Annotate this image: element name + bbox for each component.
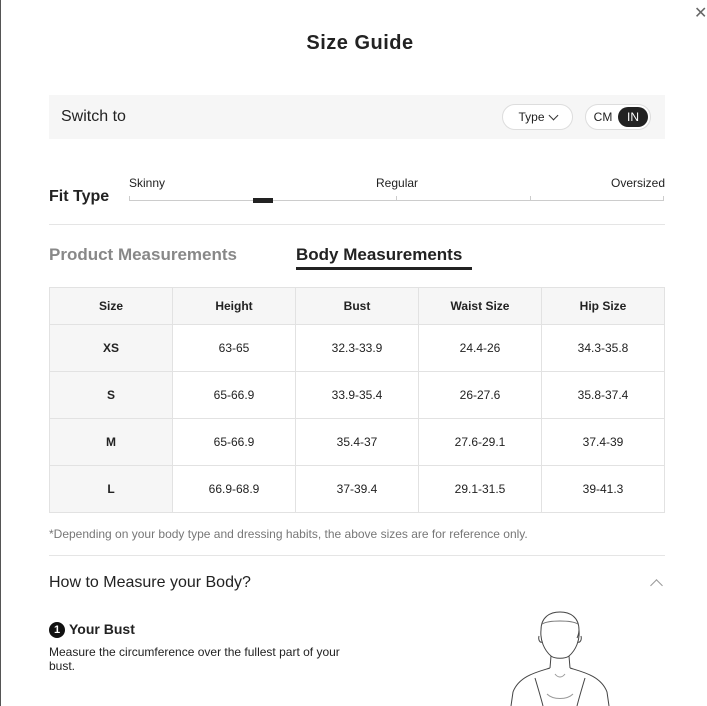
active-tab-underline	[296, 267, 472, 270]
hip-cell: 34.3-35.8	[542, 325, 665, 372]
step-title: Your Bust	[69, 621, 135, 637]
fit-option-oversized[interactable]: Oversized	[611, 176, 666, 190]
how-to-measure-title[interactable]: How to Measure your Body?	[49, 574, 251, 591]
page-title: Size Guide	[306, 32, 414, 54]
height-cell: 65-66.9	[173, 372, 296, 419]
bust-cell: 32.3-33.9	[296, 325, 419, 372]
size-cell: L	[50, 466, 173, 513]
size-cell: XS	[50, 325, 173, 372]
type-label: Type	[518, 110, 545, 124]
table-row	[50, 419, 665, 466]
table-header-row	[50, 288, 665, 325]
bust-cell: 33.9-35.4	[296, 372, 419, 419]
type-dropdown[interactable]	[502, 104, 573, 130]
unit-toggle[interactable]	[585, 104, 651, 130]
switch-bar	[49, 95, 665, 139]
header-bust: Bust	[296, 288, 419, 325]
fit-slider-marker[interactable]	[253, 198, 273, 203]
size-cell: S	[50, 372, 173, 419]
size-cell: M	[50, 419, 173, 466]
reference-note: *Depending on your body type and dressing habits, the above sizes are for reference only.	[49, 527, 528, 541]
step-number-badge: 1	[49, 622, 65, 638]
tab-body-measurements[interactable]: Body Measurements	[296, 245, 463, 264]
fit-tick	[396, 196, 397, 201]
fit-option-skinny[interactable]: Skinny	[129, 176, 166, 190]
divider	[49, 224, 665, 225]
table-row	[50, 372, 665, 419]
table-row	[50, 325, 665, 372]
close-icon[interactable]: ✕	[694, 5, 707, 22]
fit-tick	[129, 196, 130, 201]
tab-product-measurements[interactable]: Product Measurements	[49, 245, 237, 264]
bust-cell: 35.4-37	[296, 419, 419, 466]
height-cell: 66.9-68.9	[173, 466, 296, 513]
hip-cell: 39-41.3	[542, 466, 665, 513]
window-edge	[0, 0, 1, 706]
waist-cell: 27.6-29.1	[419, 419, 542, 466]
step-description: Measure the circumference over the fullest part of your bust.	[49, 645, 340, 673]
unit-in-option[interactable]: IN	[618, 107, 648, 127]
fit-option-regular[interactable]: Regular	[376, 176, 419, 190]
header-height: Height	[173, 288, 296, 325]
size-table	[49, 287, 665, 513]
bust-cell: 37-39.4	[296, 466, 419, 513]
fit-tick	[530, 196, 531, 201]
fit-type-label: Fit Type	[49, 188, 110, 205]
waist-cell: 26-27.6	[419, 372, 542, 419]
fit-tick	[663, 196, 664, 201]
chevron-up-icon[interactable]	[650, 579, 663, 592]
waist-cell: 24.4-26	[419, 325, 542, 372]
body-figure-illustration	[505, 608, 615, 706]
header-size: Size	[50, 288, 173, 325]
header-waist: Waist Size	[419, 288, 542, 325]
switch-label: Switch to	[61, 108, 126, 125]
hip-cell: 35.8-37.4	[542, 372, 665, 419]
hip-cell: 37.4-39	[542, 419, 665, 466]
height-cell: 63-65	[173, 325, 296, 372]
table-row	[50, 466, 665, 513]
unit-cm-option[interactable]: CM	[593, 110, 613, 124]
header-hip: Hip Size	[542, 288, 665, 325]
height-cell: 65-66.9	[173, 419, 296, 466]
chevron-down-icon	[548, 110, 558, 120]
divider	[49, 555, 665, 556]
waist-cell: 29.1-31.5	[419, 466, 542, 513]
